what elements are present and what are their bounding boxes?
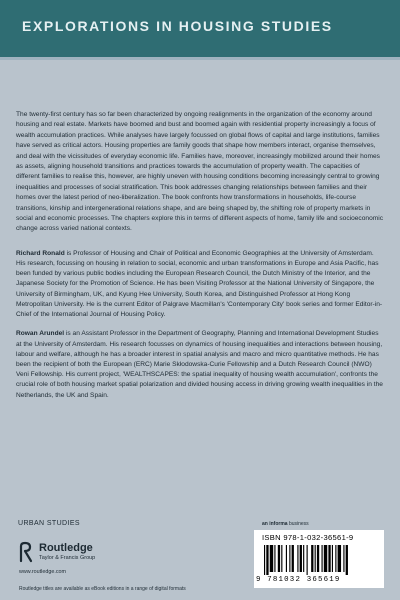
subject-category: URBAN STUDIES <box>18 520 80 527</box>
series-title: EXPLORATIONS IN HOUSING STUDIES <box>22 18 333 34</box>
author-name-2: Rowan Arundel <box>16 330 65 338</box>
informa-rest: business <box>287 521 309 527</box>
series-band <box>0 0 400 60</box>
informa-bold: an informa <box>262 521 288 527</box>
publisher-website: www.routledge.com <box>19 569 67 575</box>
author-bio-text-2: is an Assistant Professor in the Department of Geography, Planning and International Development Studies at the University of Amsterdam. His research focusses on dynamics of housing inequalities and interactions between housing, labour and welfare, although he has a broader interest in spatial analysis and macro and micro quantitative methods. He has been the recipient of both the European (ERC) Marie Skłodowska-Curie Fellowship and a Dutch Research Council (NWO) Veni Fellowship. His current project, 'WEALTHSCAPES: the spatial inequality of housing wealth accumulation', confronts the crucial role of both housing market spatial polarization and divided housing access in driving growing wealth inequalities in the Netherlands, the UK and Spain. <box>16 330 383 399</box>
publisher-group: Taylor & Francis Group <box>39 554 96 561</box>
barcode-icon <box>264 545 374 575</box>
barcode-panel <box>254 530 384 588</box>
book-blurb: The twenty-first century has so far been characterized by ongoing realignments in the organization of the economy around housing and real estate. Markets have boomed and bust and boomed again with residential property increasingly a focus of wealth accumulation practices. While analyses have largely focussed on global flows of capital and large institutions, families have served as critical actors. Housing properties are family goods that shape how members interact, organise themselves, and deal with the vicissitudes of everyday economic life. Families have, moreover, increasingly mobilized around their homes as assets, aligning household transitions and practices towards the accumulation of property wealth. The capacities of different families to realise this, however, are highly uneven with housing conditions becoming increasingly central to growing inequalities and processes of social stratification. This book addresses changing relationships between families and their homes over the latest period of neo-liberalization. The book confronts how transformations in households, life-course transitions, kinship and intergenerational relations shape, and are being shaped by, the shifting role of property markets in social and economic processes. The chapters explore this in terms of different aspects of home, family life and socioeconomic change across varied national contexts. <box>16 111 383 233</box>
author-bio-2 <box>16 329 384 400</box>
isbn-label: ISBN 978-1-032-36561-9 <box>262 533 354 542</box>
informa-tagline <box>262 521 309 527</box>
publisher-name: Routledge <box>39 541 93 554</box>
barcode-digits: 9 781032 365619 <box>256 576 341 584</box>
author-name-1: Richard Ronald <box>16 249 65 257</box>
cover-text <box>16 110 384 410</box>
author-bio-1 <box>16 249 384 320</box>
ebook-note: Routledge titles are available as eBook editions in a range of digital formats <box>19 586 186 592</box>
author-bio-text-1: is Professor of Housing and Chair of Political and Economic Geographies at the University of Amsterdam. His research, focussing on housing in relation to social, economic and urban transformations in Europe and Asia Pacific, has been funded by various public bodies including the European Research Council, the Dutch Ministry of the Interior, and the Japanese Society for the Promotion of Science. He has been Visiting Professor at the National University of Singapore, the University of Birmingham, UK, and Kyung Hee University, South Korea, and Distinguished Professor at Hong Kong Metropolitan University. He is the current Editor of Palgrave Macmillan's 'Contemporary City' book series and former Editor-in-Chief of the International Journal of Housing Policy. <box>16 249 383 319</box>
publisher-logo <box>18 541 95 563</box>
publisher-name-block <box>39 543 95 562</box>
routledge-logo-icon <box>18 541 34 563</box>
